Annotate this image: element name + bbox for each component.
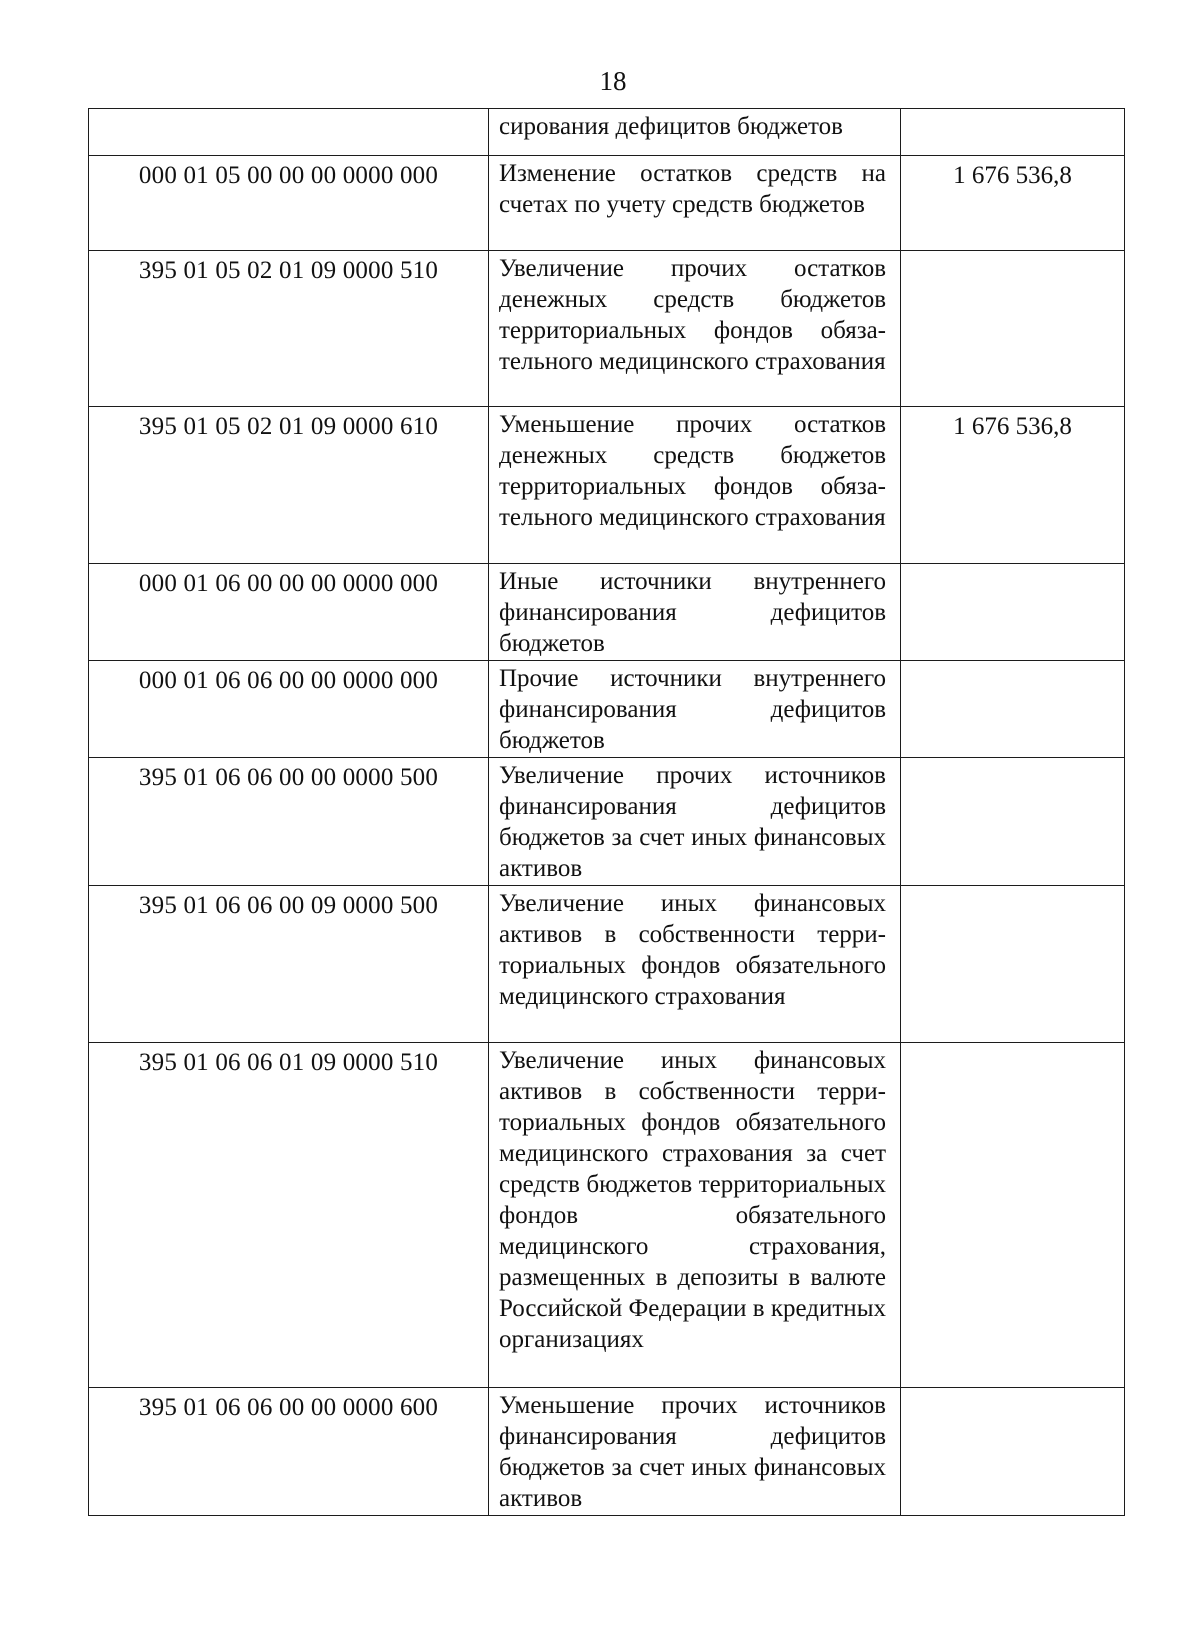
amount-cell [901,1043,1125,1388]
amount-cell [901,109,1125,156]
amount-cell [901,1388,1125,1516]
table-row [89,407,1125,564]
code-cell: 000 01 06 06 00 00 0000 000 [89,661,489,758]
name-cell: сирования дефицитов бюджетов [489,109,901,156]
table-row [89,661,1125,758]
name-cell: Уменьшение прочих остатков денежных средств бюджетов территориальных фондов обязательного медицинского страхования [489,407,901,564]
code-cell: 395 01 05 02 01 09 0000 510 [89,251,489,407]
table-body [89,109,1125,1516]
table-row [89,251,1125,407]
code-cell: 395 01 06 06 00 09 0000 500 [89,886,489,1043]
page-number: 18 [599,66,627,96]
name-cell: Увеличение прочих остатков денежных средств бюджетов территориальных фондов обязательного медицинского страхования [489,251,901,407]
table-row [89,109,1125,156]
name-cell: Увеличение иных финансовых активов в собственности территориальных фондов обязательного медицинского страхования [489,886,901,1043]
table-row [89,886,1125,1043]
name-cell: Изменение остатков средств на счетах по учету средств бюджетов [489,156,901,251]
amount-cell [901,758,1125,886]
amount-cell [901,564,1125,661]
amount-cell: 1 676 536,8 [901,407,1125,564]
amount-cell [901,661,1125,758]
code-cell: 395 01 06 06 00 00 0000 500 [89,758,489,886]
name-cell: Увеличение иных финансовых активов в собственности территориальных фондов обязательного медицинского страхования за счет средств бюджетов территориальных фондов обязательного медицинского страхования, размещенных в депозиты в валюте Российской Федерации в кредитных организациях [489,1043,901,1388]
table-row [89,156,1125,251]
name-cell: Иные источники внутреннего финансирования дефицитов бюджетов [489,564,901,661]
table-row [89,1388,1125,1516]
code-cell: 000 01 06 00 00 00 0000 000 [89,564,489,661]
budget-sources-table [88,108,1125,1516]
code-cell: 395 01 06 06 01 09 0000 510 [89,1043,489,1388]
table-row [89,1043,1125,1388]
code-cell: 000 01 05 00 00 00 0000 000 [89,156,489,251]
name-cell: Увеличение прочих источников финансирования дефицитов бюджетов за счет иных финансовых активов [489,758,901,886]
amount-cell [901,251,1125,407]
amount-cell [901,886,1125,1043]
code-cell: 395 01 06 06 00 00 0000 600 [89,1388,489,1516]
code-cell [89,109,489,156]
table-row [89,564,1125,661]
table-row [89,758,1125,886]
name-cell: Прочие источники внутреннего финансирования дефицитов бюджетов [489,661,901,758]
name-cell: Уменьшение прочих источников финансирования дефицитов бюджетов за счет иных финансовых активов [489,1388,901,1516]
code-cell: 395 01 05 02 01 09 0000 610 [89,407,489,564]
amount-cell: 1 676 536,8 [901,156,1125,251]
